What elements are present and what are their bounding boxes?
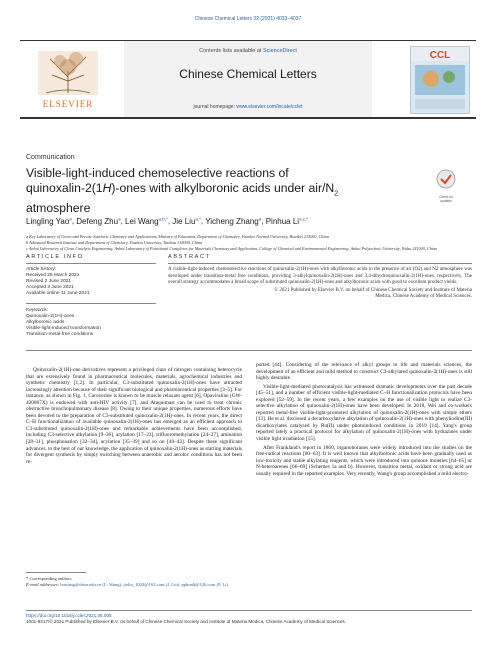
title-line-3: atmosphere [26, 201, 91, 216]
body-paragraph: Quinoxalin-2(1H)-one derivatives represent a privileged class of nitrogen containing heterocycle that are extensively found in pharmaceutical molecules, materials, agrochemical industries and synthetic chemistry [1,2]. In particular, C3-substituted quinoxalin-2(1H)-ones have attracted increasingly attention because of their significant biological and pharmaceutical properties [3–5]. For instance, as shown in Fig. 1, Caroverine is known to be muscle relaxant agent [6], Opaviraline (GW-420867X) is endowed with anti-HIV activity [7], and Ataquimast can be used to treat chronic obstructive bronchopulmonary disease [8]. Owing to their unique properties, numerous efforts have been devoted to the preparation of C3-substituted quinoxalin-2(1H)-ones. In recent years, the direct C–H functionalization of available quinoxalin-2(1H)-ones has emerged as an efficient approach to C3-substituted quinoxalin-2(1H)-ones and remarkable achievements have been accomplished, including C3-selective alkylation [9–36], arylation [17–23], trifluoromethylation [24–27], amination [28–31], phosphonation [32–34], acylation [35–39] and so on [40–43]. Despite these significant advances, to the best of our knowledge, the application of quinoxalin-2(1H)-ones as starting materials for divergent synthesis by simply switching between anaerobic and aerobic conditions has not been re- [26, 367, 242, 465]
divider [26, 303, 156, 304]
author[interactable]: Defeng Zhu$^a$ [76, 216, 121, 226]
history-date: Available online 11 June 2021 [26, 291, 90, 296]
article-info-heading: ARTICLE INFO [26, 254, 84, 260]
author-list: Lingling Yao$^a$, Defeng Zhu$^a$, Lei Wang$^{a,b,*}$, Jie Liu$^{a,*}$, Yicheng Zhang$^a$, Pinhua $Li^{a,c,*}$ [26, 216, 309, 226]
doi-link[interactable]: https://doi.org/10.1016/j.cclet.2021.06.005 [26, 613, 112, 618]
affiliation: b Advanced Research Institute and Department of Chemistry, Taizhou University, Taizhou 318000, China [26, 240, 203, 245]
homepage-prefix: journal homepage: [193, 104, 237, 110]
keywords-label: Keywords: [26, 308, 49, 313]
article-type: Communication [26, 154, 75, 161]
crossmark-label: Check for updates [439, 195, 453, 203]
keyword: Transition-metal-free conditions [26, 332, 94, 337]
abstract [168, 254, 472, 301]
elsevier-tree-logo [26, 47, 110, 113]
title-line-1: Visible-light-induced chemoselective reactions of [26, 166, 289, 180]
body-paragraph: After Frankland's report in 1860, organoboranes were widely introduced into the studies on the free-radical reactions [60–63]. It is well known that alkylboronic acids have been gradually used as low-toxicity and stable alkylating reagents, which were introduced into quinone moieties [64–65] or N-heteroarenes [66–69] (Schemes 1a and b). However, transition metal, oxidant or strong acid are usually required in the reported examples. Very recently, Wang's group accomplished a mild electro- [256, 444, 472, 477]
publication-info [26, 613, 472, 625]
footnote [26, 576, 242, 588]
history-label: Article history: [26, 267, 57, 272]
corresponding-authors: * Corresponding authors. [26, 576, 73, 581]
article-title [26, 166, 416, 216]
svg-text:ELSEVIER: ELSEVIER [42, 99, 94, 109]
homepage-link[interactable]: www.elsevier.com/locate/cclet [236, 104, 303, 110]
copyright-line: © 2021 Published by Elsevier B.V. on behalf of Chinese Chemical Society and Institute of Materia [274, 287, 472, 293]
history-date: Accepted 3 June 2021 [26, 285, 74, 290]
keywords [26, 308, 156, 338]
abstract-copyright [168, 288, 472, 301]
author[interactable]: Lei Wang$^{a,b,*}$ [125, 216, 168, 226]
author[interactable]: Yicheng Zhang$^a$ [205, 216, 262, 226]
body-paragraph: Visible-light-mediated photocatalysis has witnessed dramatic developments over the past decade [45–51], and a number of efficient visible-light-mediated C–H functionalization protocols have been explored [52–59]. In the recent years, a few examples on the use of visible light to realize C3-selective alkylation of quinoxalin-2(1H)-ones have been developed. In 2018, Wei and co-workers reported metal-free visible-light-promoted alkylation of quinoxalin-2(1H)-ones with simple ethers [13]. He et al. disclosed a decarboxylative alkylation of quinoxalin-2(1H)-ones with phenyliodine(III) dicarboxylates catalysed by Ru(II) under photoinduced conditions in 2019 [14]. Yang's group reported lately a practical protocol for alkylation of quinoxalin-2(1H)-ones with hydrazines under visible light irradiation [15]. [256, 383, 472, 443]
title-line-2a: quinoxalin-2(1 [26, 181, 103, 195]
section-divider [26, 350, 472, 351]
email-label: E-mail addresses: [26, 582, 60, 587]
affiliation: a Key Laboratory of Green and Precise Synthetic Chemistry and Applications, Ministry of Education, Department of Chemistry, Huaibei Normal University, Huaibei 235000, China [26, 234, 329, 239]
title-subscript: 2 [334, 190, 339, 198]
history-date: Revised 2 June 2021 [26, 279, 72, 284]
title-italic-h: H [102, 181, 112, 195]
history-date: Received 28 March 2021 [26, 273, 80, 278]
issn-line: 1001-8417/© 2021 Published by Elsevier B.V. on behalf of Chinese Chemical Society and Institute of Materia Medica, Chinese Academy of Medical Sciences. [26, 619, 347, 624]
journal-homepage [124, 104, 372, 110]
article-info [26, 254, 156, 338]
crossmark-icon [434, 168, 458, 190]
keyword: Quinoxalin-2(1H)-ones [26, 314, 75, 319]
cover-art [411, 47, 469, 113]
contents-prefix: Contents lists available at [199, 48, 263, 54]
title-line-2b: )-ones with alkylboronic acids under air/N [111, 181, 335, 195]
body-column-left [26, 367, 242, 467]
affiliation: c Anhui Laboratory of Clean Catalytic Engineering, Anhui Laboratory of Functional Complexes for Materials Chemistry and Application, College of Chemical and Environmental Engineering, Anhui Polytechnic University, Wuhu 241000, China [26, 246, 438, 251]
keyword: Alkylboronic acids [26, 320, 65, 325]
author[interactable]: Pinhua $Li^{a,c,*}$ [265, 216, 309, 226]
journal-cover-image [410, 46, 470, 114]
journal-banner [20, 40, 476, 119]
check-for-updates-badge[interactable] [434, 168, 458, 203]
contents-line [124, 48, 372, 54]
affiliations [26, 234, 476, 252]
author[interactable]: Jie Liu$^{a,*}$ [172, 216, 201, 226]
copyright-line: Medica, Chinese Academy of Medical Sciences. [375, 294, 472, 300]
sciencedirect-link[interactable]: ScienceDirect [262, 48, 297, 54]
bottom-divider [26, 610, 472, 611]
journal-name: Chinese Chemical Letters [179, 67, 317, 81]
footnote-divider [26, 572, 86, 573]
divider [26, 263, 156, 264]
keyword: Visible-light-induced transformation [26, 326, 101, 331]
email-links[interactable]: leiwang@chnu.edu.cn (L. Wang), jieliu_1024@163.com (J. Liu), pphuali@126.com (P. Li). [60, 582, 230, 587]
article-history [26, 267, 156, 297]
divider [168, 263, 472, 264]
abstract-text: A visible-light-induced chemoselective reactions of quinoxalin-2(1H)-ones with alkylboronic acids in the presence of air (O2) and N2 atmosphere was developed under transition-metal free conditions, providing 3-alkylquinoxalin-2(1H)-ones and 3,4-dihydroquinoxalin-2(1H)-ones, respectively. The overall strategy accommodates a broad scope of substituted quinoxalin-2(1H)-ones and alkylboronic acids with good to excellent product yields. [168, 267, 472, 286]
author[interactable]: Lingling Yao$^a$ [26, 216, 72, 226]
journal-reference[interactable]: Chinese Chemical Letters 32 (2021) 4033–4037 [194, 16, 302, 22]
body-paragraph: ported [44]. Considering of the relevance of alkyl groups in life and materials sciences, the development of an efficient and mild method to construct C3-alkylated quinoxalin-2(1H)-ones is still highly desirable. [256, 362, 472, 382]
cover-abbrev: CCL [429, 50, 451, 61]
body-column-right [256, 362, 472, 479]
abstract-heading: ABSTRACT [168, 254, 211, 260]
journal-header-center [124, 41, 372, 117]
email-addresses [26, 582, 242, 588]
